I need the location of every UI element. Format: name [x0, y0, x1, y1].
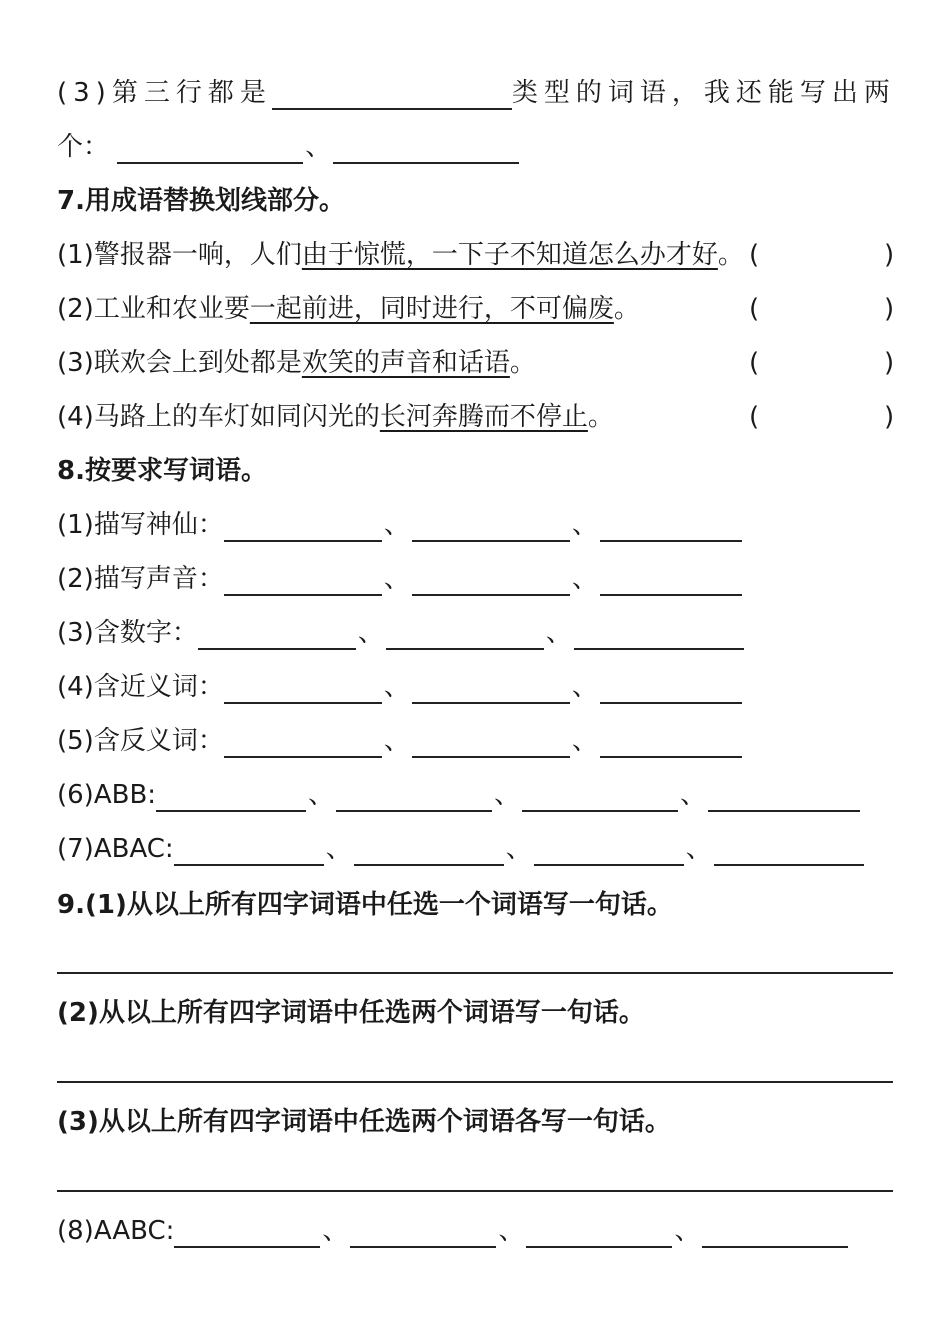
answer-blank[interactable]	[708, 780, 860, 812]
item-punct: 。	[509, 348, 536, 378]
answer-blank[interactable]	[702, 1216, 848, 1248]
answer-blank[interactable]	[174, 834, 324, 866]
item-punct: 。	[587, 402, 614, 432]
separator: 、	[357, 618, 384, 648]
item-label: (4)含近义词：	[57, 672, 224, 702]
q6-3-line1	[57, 76, 896, 110]
q8-item-1	[57, 508, 742, 542]
answer-blank[interactable]	[522, 780, 678, 812]
writing-line[interactable]	[57, 972, 893, 974]
open-paren: (	[749, 402, 760, 432]
answer-blank[interactable]	[336, 780, 492, 812]
answer-blank[interactable]	[526, 1216, 672, 1248]
q8-item-7	[57, 832, 864, 866]
open-paren: (	[749, 240, 760, 270]
separator: 、	[383, 564, 410, 594]
separator: 、	[325, 834, 352, 864]
separator: 、	[305, 132, 332, 162]
separator: 、	[383, 672, 410, 702]
answer-blank[interactable]	[600, 672, 742, 704]
separator: 、	[498, 1216, 525, 1246]
answer-blank[interactable]	[714, 834, 864, 866]
q8-item-6	[57, 778, 860, 812]
q8-item-5	[57, 724, 742, 758]
q9-1-prompt: 9.(1)从以上所有四字词语中任选一个词语写一句话。	[57, 890, 673, 920]
item-label: (3)含数字：	[57, 618, 198, 648]
separator: 、	[383, 726, 410, 756]
answer-blank[interactable]	[412, 726, 570, 758]
q7-item-3	[57, 346, 536, 380]
q9-2-prompt: (2)从以上所有四字词语中任选两个词语写一句话。	[57, 998, 645, 1028]
answer-blank[interactable]	[350, 1216, 496, 1248]
answer-blank[interactable]	[574, 618, 744, 650]
answer-blank[interactable]	[600, 726, 742, 758]
q8-title: 8.按要求写词语。	[57, 456, 267, 486]
separator: 、	[571, 510, 598, 540]
underlined-phrase: 长河奔腾而不停止	[379, 402, 588, 432]
item-punct: 。	[717, 240, 744, 270]
close-paren: )	[884, 348, 895, 378]
answer-blank[interactable]	[412, 510, 570, 542]
open-paren: (	[749, 294, 760, 324]
answer-blank[interactable]	[224, 564, 382, 596]
item-label: (1)描写神仙：	[57, 510, 224, 540]
answer-blank[interactable]	[534, 834, 684, 866]
q6-3-line2	[57, 130, 519, 164]
separator: 、	[383, 510, 410, 540]
answer-blank[interactable]	[272, 78, 512, 110]
separator: 、	[571, 672, 598, 702]
q6-3-line2-start: 个：	[57, 132, 110, 162]
q7-title: 7.用成语替换划线部分。	[57, 186, 345, 216]
separator: 、	[685, 834, 712, 864]
answer-blank[interactable]	[412, 564, 570, 596]
answer-blank[interactable]	[156, 780, 306, 812]
q8-item-4	[57, 670, 742, 704]
item-number: (4)	[57, 402, 94, 432]
answer-blank[interactable]	[174, 1216, 320, 1248]
separator: 、	[571, 726, 598, 756]
item-punct: 。	[613, 294, 640, 324]
underlined-phrase: 欢笑的声音和话语	[301, 348, 510, 378]
underlined-phrase: 一起前进，同时进行，不可偏废	[249, 294, 614, 324]
q9-3-prompt: (3)从以上所有四字词语中任选两个词语各写一句话。	[57, 1107, 671, 1137]
answer-blank[interactable]	[224, 510, 382, 542]
q7-item-4	[57, 400, 614, 434]
item-text: 警报器一响，人们	[93, 240, 302, 270]
separator: 、	[674, 1216, 701, 1246]
q6-3-prefix: (3)第三行都是	[57, 78, 272, 108]
item-label: (2)描写声音：	[57, 564, 224, 594]
item-label: (7)ABAC:	[57, 834, 174, 864]
writing-line[interactable]	[57, 1190, 893, 1192]
separator: 、	[505, 834, 532, 864]
answer-blank[interactable]	[333, 132, 519, 164]
separator: 、	[545, 618, 572, 648]
item-number: (1)	[57, 240, 94, 270]
answer-blank[interactable]	[198, 618, 356, 650]
q7-item-1	[57, 238, 744, 272]
q8-item-8	[57, 1214, 848, 1248]
separator: 、	[308, 780, 335, 810]
item-text: 马路上的车灯如同闪光的	[93, 402, 380, 432]
answer-blank[interactable]	[224, 726, 382, 758]
separator: 、	[680, 780, 707, 810]
item-number: (2)	[57, 294, 94, 324]
answer-blank[interactable]	[600, 564, 742, 596]
separator: 、	[494, 780, 521, 810]
item-number: (3)	[57, 348, 94, 378]
underlined-phrase: 由于惊慌，一下子不知道怎么办才好	[301, 240, 718, 270]
writing-line[interactable]	[57, 1081, 893, 1083]
item-label: (8)AABC:	[57, 1216, 175, 1246]
answer-blank[interactable]	[412, 672, 570, 704]
answer-blank[interactable]	[386, 618, 544, 650]
separator: 、	[571, 564, 598, 594]
q8-item-2	[57, 562, 742, 596]
item-label: (6)ABB:	[57, 780, 157, 810]
answer-blank[interactable]	[600, 510, 742, 542]
close-paren: )	[884, 294, 895, 324]
q7-item-2	[57, 292, 640, 326]
answer-blank[interactable]	[117, 132, 303, 164]
item-text: 联欢会上到处都是	[93, 348, 302, 378]
separator: 、	[322, 1216, 349, 1246]
q8-item-3	[57, 616, 744, 650]
close-paren: )	[884, 402, 895, 432]
answer-blank[interactable]	[224, 672, 382, 704]
close-paren: )	[884, 240, 895, 270]
answer-blank[interactable]	[354, 834, 504, 866]
open-paren: (	[749, 348, 760, 378]
item-label: (5)含反义词：	[57, 726, 224, 756]
item-text: 工业和农业要	[93, 294, 250, 324]
q6-3-middle: 类型的词语，我还能写出两	[511, 78, 896, 108]
